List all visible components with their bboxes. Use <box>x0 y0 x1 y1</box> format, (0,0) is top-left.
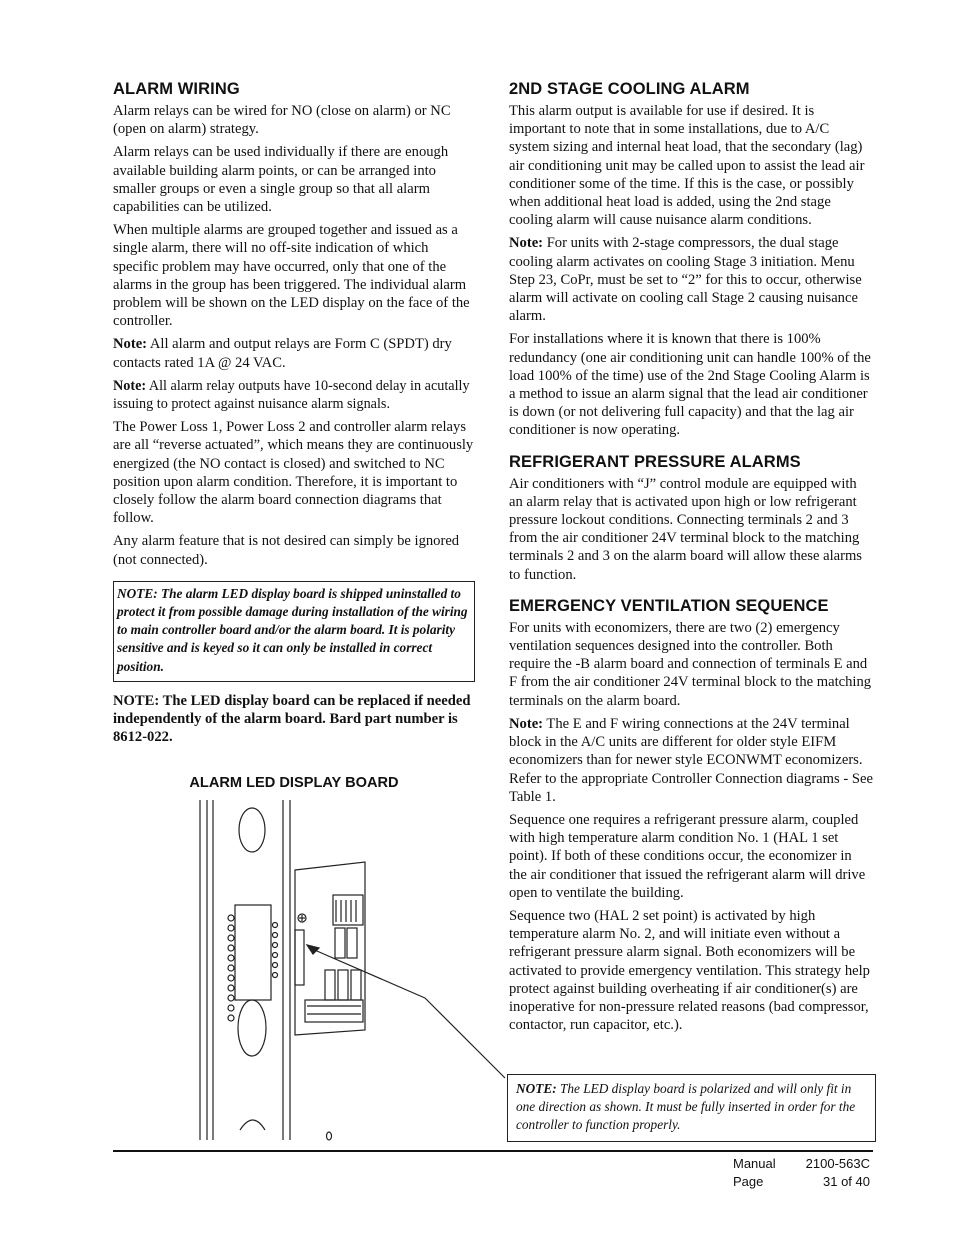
paragraph: Alarm relays can be wired for NO (close on alarm) or NC (open on alarm) strategy. <box>113 103 451 138</box>
emergency-heading: EMERGENCY VENTILATION SEQUENCE <box>509 596 829 615</box>
note-text: The E and F wiring connections at the 24V terminal block in the A/C units are different for older style EIFM economizers than for newer style ECONWMT economizers. Refer to the appropriate Controller Connection diagrams - See Table 1. <box>509 715 873 805</box>
paragraph: Air conditioners with “J” control module are equipped with an alarm relay that is activated upon high or low refrigerant pressure lockout conditions. Connecting terminals 2 and 3 from the air conditioner 24V terminal block to the matching terminals 2 and 3 on the alarm board will allow these alarms to function. <box>509 475 862 583</box>
page-label: Page <box>733 1174 764 1189</box>
refrigerant-heading: REFRIGERANT PRESSURE ALARMS <box>509 452 801 471</box>
note-paragraph <box>113 335 475 371</box>
footer <box>733 1155 870 1191</box>
note-label: Note: <box>113 377 147 394</box>
shipping-note-box: NOTE: The alarm LED display board is shipped uninstalled to protect it from possible damage during installation of the wiring to main controller board and/or the alarm board. It is polarity sensitive and is keyed so it can only be installed in correct position. <box>113 581 475 682</box>
note-text: For units with 2-stage compressors, the dual stage cooling alarm activates on cooling Stage 3 initiation. Menu Step 23, CoPr, must be set to “2” for this to occur, otherwise alarm will activate on cooling call Stage 2 causing nuisance alarm. <box>509 235 862 325</box>
paragraph: Any alarm feature that is not desired can simply be ignored (not connected). <box>113 533 460 568</box>
note-label: Note: <box>509 715 544 732</box>
note-text: All alarm and output relays are Form C (SPDT) dry contacts rated 1A @ 24 VAC. <box>113 336 452 371</box>
paragraph: For units with economizers, there are two (2) emergency ventilation sequences designed into the controller. Both require the -B alarm board and connection of terminals E and F from the air conditioner 24V terminal block to the matching terminals on the alarm board. <box>509 619 872 709</box>
figure-title: ALARM LED DISPLAY BOARD <box>189 774 399 791</box>
polarity-note-box <box>507 1074 876 1142</box>
page-line <box>733 1173 870 1191</box>
note-paragraph <box>113 377 475 413</box>
paragraph: For installations where it is known that there is 100% redundancy (one air conditioning unit can handle 100% of the load 100% of the time) use of the 2nd Stage Cooling Alarm is a method to issue an alarm signal that the lead air conditioner is down (or not delivering full capacity) and that the lag air conditioner is now operating. <box>509 331 871 439</box>
manual-label: Manual <box>733 1156 776 1171</box>
note-label: Note: <box>509 235 544 252</box>
paragraph: Sequence two (HAL 2 set point) is activated by high temperature alarm No. 2, and will initiate even without a refrigerant pressure alarm signal. Both economizers will be activated to provide emergency ventilation. This strategy help protect against building overheating if air conditioner(s) are inoperative for non-pressure related reasons (bad compressor, contactor, run capacitor, etc.). <box>509 907 870 1034</box>
alarm-wiring-heading: ALARM WIRING <box>113 80 240 98</box>
paragraph: Sequence one requires a refrigerant pressure alarm, coupled with high temperature alarm condition No. 1 (HAL 1 set point). If both of these conditions occur, the economizer in the air conditioner that issued the refrigerant alarm will drive open to ventilate the building. <box>509 811 866 901</box>
page-value: 31 of 40 <box>823 1174 870 1189</box>
manual-value: 2100-563C <box>805 1156 870 1171</box>
note-text: The LED display board is polarized and will only fit in one direction as shown. It must be fully inserted in order for the controller to function properly. <box>516 1081 856 1133</box>
paragraph: Alarm relays can be used individually if there are enough available building alarm points, or can be arranged into smaller groups or even a single group so that all alarm capabilities can be utilized. <box>113 144 449 216</box>
right-column <box>509 80 873 1039</box>
cooling-alarm-heading: 2ND STAGE COOLING ALARM <box>509 80 750 98</box>
paragraph: This alarm output is available for use if desired. It is important to note that in some installations, due to A/C system sizing and internal heat load, that the secondary (lag) air conditioning unit may be called upon to assist the lead air conditioner some of the time. If this is the case, or possibly when additional heat load is added, using the 2nd stage cooling alarm will cause nuisance alarm conditions. <box>509 103 865 229</box>
note-label: Note: <box>113 336 148 353</box>
note-text: All alarm relay outputs have 10-second delay in acutally issuing to protect against nuisance alarm signals. <box>113 377 470 413</box>
note-paragraph <box>509 234 873 325</box>
led-display-board-figure <box>195 800 515 1145</box>
manual-line <box>733 1155 870 1173</box>
paragraph: The Power Loss 1, Power Loss 2 and controller alarm relays are all “reverse actuated”, which means they are continuously energized (the NO contact is closed) and switched to NC position upon alarm condition. Therefore, it is important to closely follow the alarm board connection diagrams that follow. <box>113 419 474 527</box>
replacement-note: NOTE: The LED display board can be replaced if needed independently of the alarm board. Bard part number is 8612-022. <box>113 692 471 746</box>
paragraph: When multiple alarms are grouped together and issued as a single alarm, there will no off-site indication of which specific problem may have occurred, only that one of the alarms in the group has been triggered. The individual alarm problem will be shown on the LED display on the face of the controller. <box>113 222 470 330</box>
footer-rule <box>113 1150 873 1152</box>
left-column <box>113 80 475 791</box>
note-label: NOTE: <box>516 1081 557 1096</box>
note-paragraph <box>509 715 873 806</box>
